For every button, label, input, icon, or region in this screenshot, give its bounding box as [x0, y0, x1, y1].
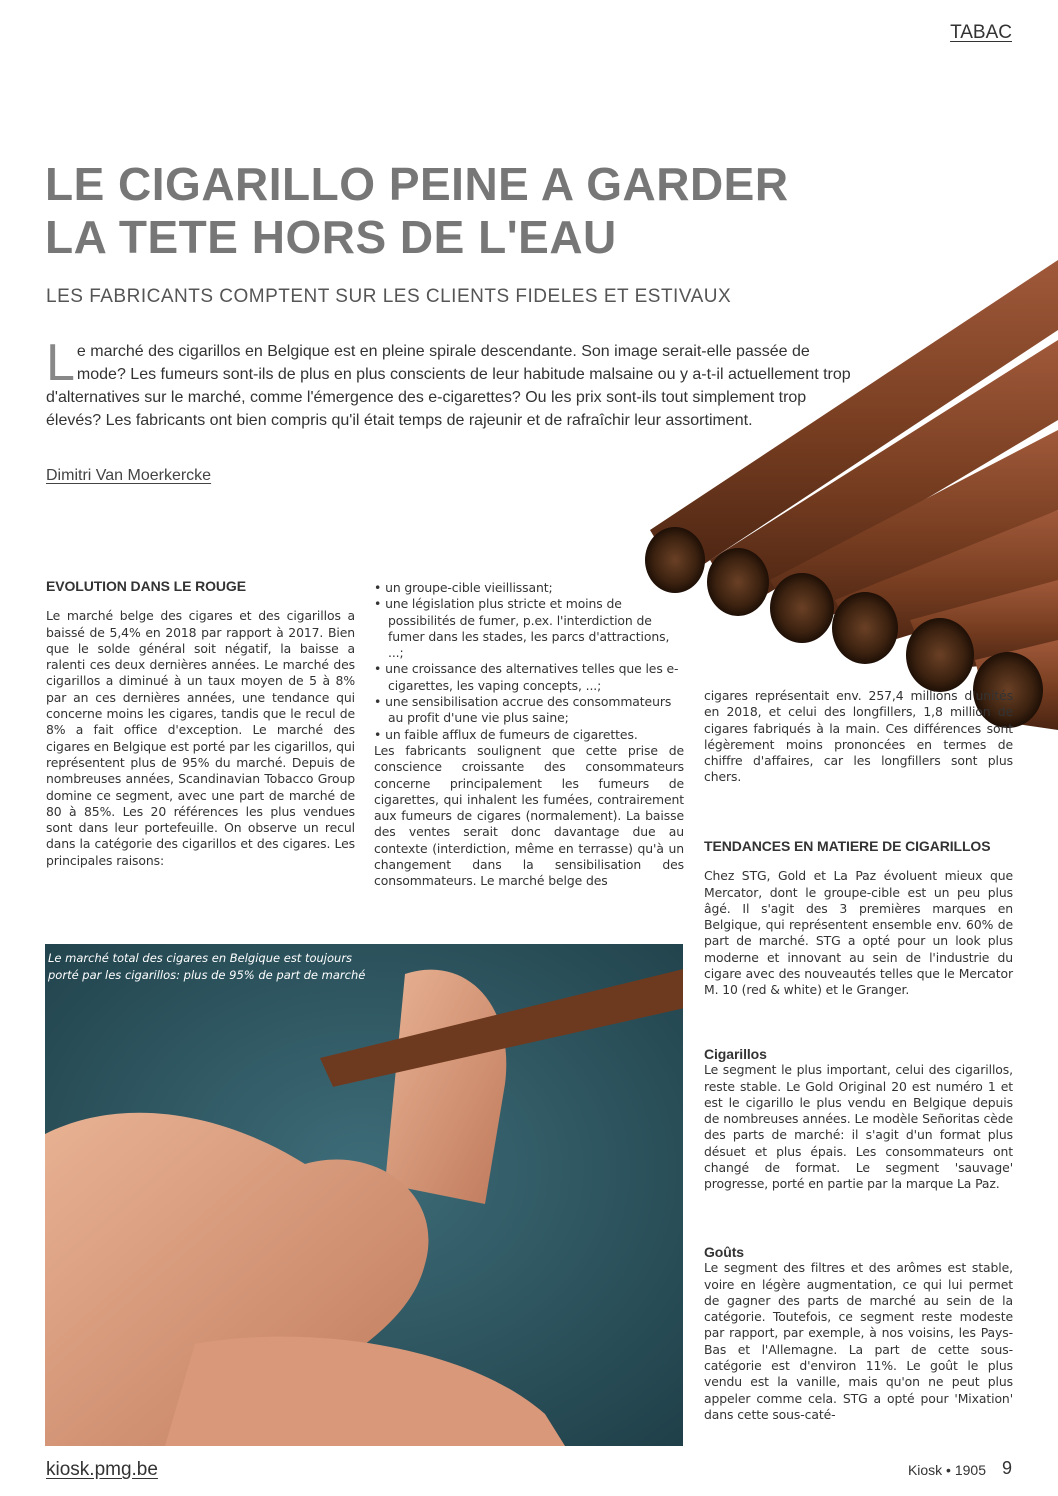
gouts-body: Le segment des filtres et des arômes est stable, voire en légère augmentation, ce qui lui permet de gagner des parts de marché au sein de la catégorie. Toutefois, ce segment reste modeste par rapport, par exemple, à nos voisins, les Pays-Bas et l'Allemagne. La part de cette sous-catégorie est d'environ 11%. Le goût le plus vendu est la vanille, mais qu'on ne peut plus appeler comme cela. STG a opté pour 'Mixation' dans cette sous-caté-	[704, 1260, 1013, 1422]
list-item: • une croissance des alternatives telles que les e-cigarettes, les vaping concepts, ...;	[374, 661, 684, 694]
column-3-body: cigares représentait env. 257,4 millions d'unités en 2018, et celui des longfillers, 1,8 million de cigares fabriqués à la main. Ces différences sont légèrement moins prononcées en termes de chiffre d'affaires, car les longfillers sont plus chers.	[704, 688, 1013, 785]
section-heading-evolution: EVOLUTION DANS LE ROUGE	[46, 578, 246, 594]
cigarillos-block	[704, 1046, 1013, 1193]
list-item: • un faible afflux de fumeurs de cigarettes.	[374, 727, 684, 743]
author-byline: Dimitri Van Moerkercke	[46, 467, 212, 484]
page-number: 9	[1001, 1458, 1012, 1478]
article-subtitle: LES FABRICANTS COMPTENT SUR LES CLIENTS FIDELES ET ESTIVAUX	[46, 286, 732, 307]
list-item: • une législation plus stricte et moins de possibilités de fumer, p.ex. l'interdiction de fumer dans les stades, les parcs d'attractions, ...;	[374, 596, 684, 661]
title-line-1: LE CIGARILLO PEINE A GARDER	[45, 158, 789, 210]
gouts-block	[704, 1244, 1013, 1423]
hand-cigarillo-photo	[45, 944, 683, 1446]
footer-site-link[interactable]: kiosk.pmg.be	[46, 1459, 158, 1480]
column-3-top	[704, 688, 1013, 786]
drop-cap: L	[46, 334, 75, 392]
column-2	[374, 580, 684, 890]
list-item: • une sensibilisation accrue des consommateurs au profit d'une vie plus saine;	[374, 694, 684, 727]
section-tag: TABAC	[950, 22, 1012, 43]
reasons-list	[374, 580, 684, 743]
column-1	[46, 578, 355, 869]
section-body-trends: Chez STG, Gold et La Paz évoluent mieux que Mercator, dont le groupe-cible est un peu plus âgé. Il s'agit des 3 premières marques en Belgique, qui représentent ensemble env. 60% de part de marché. STG a opté pour un look plus moderne et innovant au sein de l'industrie du cigare avec des nouveautés telles que le Mercator M. 10 (red & white) et le Granger.	[704, 868, 1013, 998]
column-3-trends	[704, 838, 1013, 999]
title-line-2: LA TETE HORS DE L'EAU	[45, 211, 617, 263]
subheading-cigarillos: Cigarillos	[704, 1046, 767, 1062]
photo-caption: Le marché total des cigares en Belgique est toujours porté par les cigarillos: plus de 95% de part de marché	[48, 951, 366, 982]
section-heading-trends: TENDANCES EN MATIERE DE CIGARILLOS	[704, 838, 991, 854]
article-lead	[46, 334, 866, 432]
column-2-body: Les fabricants soulignent que cette prise de conscience croissante des consommateurs concerne principalement les fumeurs de cigarettes, qui inhalent les fumées, contrairement aux fumeurs de cigares (normalement). La baisse des ventes serait donc davantage due au contexte (interdiction, même en terrasse) qu'à un changement dans la sensibilisation des consommateurs. Le marché belge des	[374, 742, 684, 889]
lead-text: e marché des cigarillos en Belgique est en pleine spirale descendante. Son image serait-elle passée de mode? Les fumeurs sont-ils de plus en plus conscients de leur habitude malsaine ou y a-t-il actuellement trop d'alternatives sur le marché, comme l'émergence des e-cigarettes? Ou les prix sont-ils tout simplement trop élevés? Les fabricants ont bien compris qu'il était temps de rajeunir et de rafraîchir leur assortiment.	[46, 343, 851, 429]
cigarillos-body: Le segment le plus important, celui des cigarillos, reste stable. Le Gold Original 20 est numéro 1 et est le cigarillo le plus vendu en Belgique depuis de nombreuses années. Le modèle Señoritas cède des parts de marché: il s'agit d'un format plus désuet et plus épais. Les consommateurs ont changé de format. Le segment 'sauvage' progresse, porté en partie par la marque La Paz.	[704, 1062, 1013, 1192]
section-body-evolution: Le marché belge des cigares et des cigarillos a baissé de 5,4% en 2018 par rapport à 2017. Bien que le solde général soit négatif, la baisse a ralenti ces deux dernières années. Le marché des cigarillos a diminué à un taux moyen de 5 à 8% par an ces dernières années, une tendance qui concerne moins les cigares, tandis que le recul de 8% a fait office d'exception. Le marché des cigares en Belgique est porté par les cigarillos, qui représentent plus de 95% du marché. Depuis de nombreuses années, Scandinavian Tobacco Group domine ce segment, avec une part de marché de 80 à 85%. Les 20 références les plus vendues sont dans leur portefeuille. On observe un recul dans la catégorie des cigarillos et des cigares. Les principales raisons:	[46, 608, 355, 868]
subheading-gouts: Goûts	[704, 1244, 744, 1260]
footer-issue: Kiosk • 1905	[907, 1462, 986, 1478]
list-item: • un groupe-cible vieillissant;	[374, 580, 684, 596]
